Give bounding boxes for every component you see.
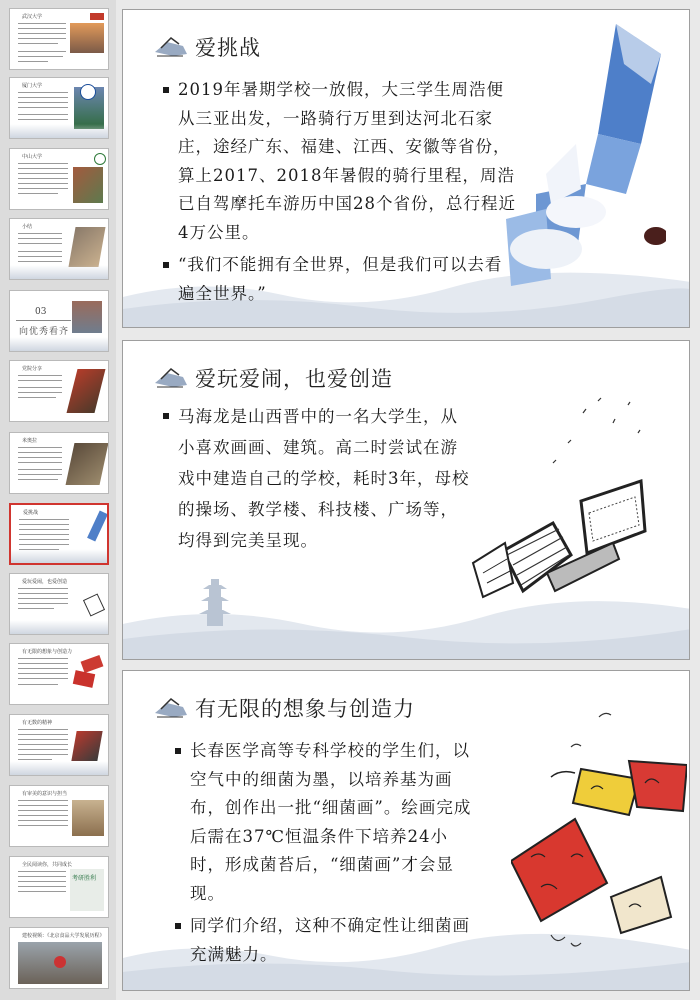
badge-text: 考研胜利 bbox=[72, 875, 97, 882]
ink-pavilion-icon bbox=[153, 695, 189, 721]
thumbnail-title: 党院分享 bbox=[22, 366, 43, 372]
logo-icon bbox=[94, 153, 106, 165]
paragraph-text: 同学们介绍，这种不确定性让细菌画充满魅力。 bbox=[190, 916, 470, 964]
paragraph-text: 长春医学高等专科学校的学生们，以空气中的细菌为墨，以培养基为画布，创作出一批“细菌画”。绘画完成后需在37℃恒温条件下培养24小时，形成菌苔后，“细菌画”才会显现。 bbox=[190, 741, 472, 903]
paragraph-text: 2019年暑期学校一放假，大三学生周浩便从三亚出发，一路骑行万里到达河北石家庄，途经广东、福建、江西、安徽等省份，算上2017、2018年暑假的骑行里程，周浩已自驾摩托车游历中国28个省份，总行程近4万公里。 bbox=[178, 80, 516, 242]
bullet-marker bbox=[163, 413, 169, 419]
bullet-paragraph bbox=[163, 251, 517, 308]
thumbnail-slide-3[interactable] bbox=[9, 148, 109, 210]
section-title: 向优秀看齐 bbox=[19, 327, 70, 337]
paragraph-text: 马海龙是山西晋中的一名大学生，从小喜欢画画、建筑。高二时尝试在游戏中建造自己的学校，耗时3年，母校的操场、教学楼、科技楼、广场等，均得到完美呈现。 bbox=[178, 407, 470, 550]
bullet-paragraph bbox=[163, 76, 517, 247]
thumbnail-slide-5[interactable] bbox=[9, 290, 109, 352]
bullet-paragraph bbox=[175, 912, 477, 969]
thumbnail-title: 中山大学 bbox=[22, 154, 43, 160]
thumbnail-title: 米奥拉 bbox=[22, 438, 38, 444]
bacteria-painting-image bbox=[511, 707, 687, 957]
logo-icon bbox=[90, 13, 104, 20]
thumbnail-slide-4[interactable] bbox=[9, 218, 109, 280]
thumbnail-title: 全民阅读你，共同成长 bbox=[22, 862, 73, 868]
slide-header bbox=[153, 30, 261, 64]
sky-collage-image bbox=[506, 24, 666, 294]
slide-header bbox=[153, 691, 415, 725]
thumbnail-title: 爱挑战 bbox=[23, 510, 39, 516]
thumbnail-slide-10[interactable] bbox=[9, 643, 109, 705]
thumbnail-title: 有审美的意识与担当 bbox=[22, 791, 68, 797]
bullet-marker bbox=[163, 87, 169, 93]
ink-pavilion-icon bbox=[153, 365, 189, 391]
ink-pavilion-icon bbox=[153, 34, 189, 60]
slide-body bbox=[175, 737, 477, 973]
thumbnail-title: 小结 bbox=[22, 224, 33, 230]
bullet-marker bbox=[163, 262, 169, 268]
slide-body bbox=[163, 76, 517, 312]
bullet-marker bbox=[175, 923, 181, 929]
thumbnail-title: 有无数的精神 bbox=[22, 720, 53, 726]
bullet-paragraph bbox=[175, 737, 477, 908]
thumbnail-slide-14[interactable] bbox=[9, 927, 109, 989]
slide-thumbnail-panel bbox=[0, 0, 116, 1000]
slide-header bbox=[153, 361, 393, 395]
thumbnail-title: 有无限的想象与创造力 bbox=[22, 649, 73, 655]
slide-imagination bbox=[122, 670, 690, 991]
slide-title: 有无限的想象与创造力 bbox=[195, 697, 415, 721]
slide-body bbox=[163, 401, 473, 560]
bullet-marker bbox=[175, 748, 181, 754]
section-number: 03 bbox=[35, 307, 47, 317]
thumbnail-title: 建校视频：《北京食品大学发展历程》 bbox=[22, 933, 105, 939]
thumbnail-slide-6[interactable] bbox=[9, 360, 109, 422]
thumbnail-title: 厦门大学 bbox=[22, 83, 43, 89]
thumbnail-slide-1[interactable] bbox=[9, 8, 109, 70]
thumbnail-slide-8-selected[interactable] bbox=[9, 503, 109, 565]
slide-title: 爱玩爱闹，也爱创造 bbox=[195, 367, 393, 391]
bullet-paragraph bbox=[163, 401, 473, 556]
play-icon[interactable] bbox=[54, 956, 66, 968]
paragraph-text: “我们不能拥有全世界，但是我们可以去看遍全世界。” bbox=[178, 255, 503, 303]
thumbnail-slide-7[interactable] bbox=[9, 432, 109, 494]
logo-icon bbox=[80, 84, 96, 100]
thumbnail-slide-13[interactable] bbox=[9, 856, 109, 918]
thumbnail-slide-9[interactable] bbox=[9, 573, 109, 635]
pagoda-icon bbox=[195, 577, 235, 633]
slide-title: 爱挑战 bbox=[195, 36, 261, 60]
thumbnail-title: 武汉大学 bbox=[22, 14, 43, 20]
thumbnail-slide-11[interactable] bbox=[9, 714, 109, 776]
game-building-image bbox=[463, 383, 663, 623]
slide-challenge bbox=[122, 9, 690, 328]
thumbnail-title: 爱玩爱闹，也爱创造 bbox=[22, 579, 68, 585]
thumbnail-slide-12[interactable] bbox=[9, 785, 109, 847]
thumbnail-slide-2[interactable] bbox=[9, 77, 109, 139]
slide-play-and-create bbox=[122, 340, 690, 660]
